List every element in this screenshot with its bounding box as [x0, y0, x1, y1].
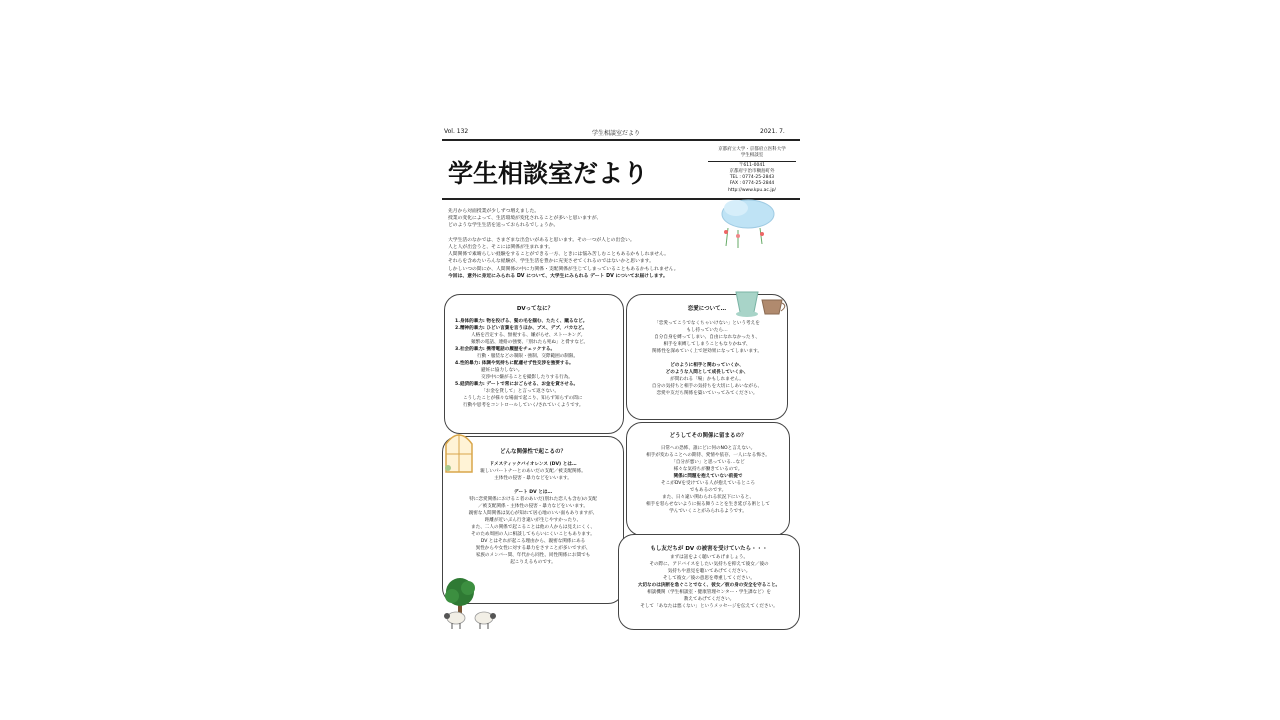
box-why-stay — [626, 422, 790, 536]
sheep-icon — [442, 608, 504, 632]
box-line: 家族のメンバー間、年代から同性、同性関係にお間でも — [475, 553, 591, 558]
box-line: 主体性の侵害・暴力などをいいます。 — [494, 476, 572, 481]
intro-text — [448, 208, 738, 280]
box-line: こうしたことが様々な場面で起こり、知らず知らずの間に — [463, 396, 583, 401]
window-arch-icon — [442, 428, 476, 474]
box-line: ／被支配関係・主体性の侵害・暴力などをいいます。 — [478, 504, 588, 509]
box-line: 相談機関（学生相談室・健康管理センター・学生課など）を — [647, 590, 771, 595]
box-line: どのような人間として成長していくか、 — [665, 370, 749, 375]
box-line: が問われる「場」かもしれません。 — [670, 377, 744, 382]
box-title: DVってなに？ — [516, 306, 554, 312]
box-line: 「恋愛ってこうでなくちゃいけない」という考えを — [654, 321, 760, 326]
office-line: 京都府立大学・京都府立医科大学 — [718, 147, 786, 152]
intro-line: 授業の変化によって、生活環境が変化されることが多いと思いますが、 — [448, 216, 602, 222]
top-rule — [442, 139, 800, 141]
intro-line — [448, 230, 738, 237]
box-line: 起こりえるものです。 — [510, 560, 556, 565]
box-line: 頻繁の電話、連絡の強要、「別れたら死ぬ」と脅すなど。 — [471, 340, 589, 345]
office-line: 学生相談室 — [740, 153, 764, 159]
box-line: そのため周囲の人に相談してもらいにくいこともあります。 — [471, 532, 595, 537]
box-line: 学んでいくことがみられるようです。 — [669, 509, 747, 514]
box-line — [449, 482, 617, 489]
box-line: 行動・服装などの制限・強制、交際範囲の制限。 — [477, 354, 579, 359]
box-line: 親密な人間関係は気心が知れて居心地のいい面もありますが、 — [468, 511, 598, 516]
intro-line: 今回は、意外に身近にみられる DV について、大学生にみられる デート DV についてお届けします。 — [448, 273, 668, 279]
newsletter-page — [440, 124, 802, 632]
office-line: TEL : 0774-25-2843 — [729, 175, 775, 181]
intro-line: しかしいつの間にか、人間関係の中に力関係・支配関係が生じてしまっていることもあるかもしれません。 — [448, 266, 679, 272]
box-title: どうしてその関係に留まるの？ — [669, 433, 747, 439]
box-line: そして彼女／彼の意思を尊重してください。 — [663, 576, 755, 581]
box-line: 2.精神的暴力: ひどい言葉を言うほか、ブス、デブ、バカなど。 — [455, 326, 587, 331]
divider — [708, 161, 796, 162]
box-line: 関係性を深めていく上で逆効果になってしまいます。 — [652, 349, 762, 354]
box-line: でもあるのです。 — [689, 488, 727, 493]
box-title: もし友だちが DV の被害を受けていたら・・・ — [650, 546, 768, 552]
box-line: 特に恋愛関係におけるこ者のあいだ(別れた恋人も含む)の支配 — [469, 497, 597, 502]
box-line: もし持っていたら… — [686, 328, 728, 333]
box-line: 関係に問題を抱えていない前提で — [673, 474, 743, 479]
header-name: 学生相談室だより — [592, 130, 641, 137]
intro-line: 人間関係で素晴らしい経験をすることができる一方、ときには悩み苦しむこともあるかもしれません。 — [448, 252, 669, 258]
office-info — [706, 147, 798, 194]
intro-line: 人と人が出会うと、そこには関係が生まれます。 — [448, 245, 554, 251]
box-line: 異性からや女性に対する暴力をさすことが多いですが、 — [475, 546, 591, 551]
issue-date: 2021. 7. — [760, 128, 785, 135]
box-title: 恋愛について… — [687, 306, 727, 312]
box-line: 「自分が悪い」と思っている…など — [671, 460, 745, 465]
box-line: 相手が変わることへの期待、愛情や依存、一人になる怖さ。 — [646, 453, 770, 458]
box-line: 日常への恐怖、誰にどに何のNOと言えない。 — [660, 446, 756, 451]
intro-line: 大学生活のなかでは、さまざまな出会いがあると思います。その一つが人との出会い。 — [448, 237, 635, 243]
box-what-is-dv — [444, 294, 624, 434]
box-line: どのように相手と関わっていくか、 — [670, 363, 744, 368]
page-title: 学生相談室だより — [448, 159, 649, 188]
box-line: 大切なのは決断を急ぐことでなく、彼女／彼の身の安全を守ること。 — [637, 583, 781, 588]
volume-label: Vol. 132 — [444, 128, 469, 135]
office-line: FAX : 0774-25-2844 — [729, 181, 775, 187]
box-line: 相手を怒らせないように振る舞うことを生き延びる術として — [646, 502, 770, 507]
box-line: 気持ちや意見を聴いてあげてください。 — [667, 569, 751, 574]
box-line: 3.社会的暴力: 携帯電話の履歴をチェックする。 — [455, 347, 556, 352]
box-line: 5.経済的暴力: デートで常におごらせる、お金を貸させる。 — [455, 382, 579, 387]
box-line: 親しいパートナーとのあいだの支配／被支配関係。 — [480, 469, 586, 474]
box-line: 自分の気持ちと相手の気持ちを大切にしあいながら、 — [651, 384, 763, 389]
box-line: 自分自身を縛ってしまい、自由になれなかったり、 — [654, 335, 760, 340]
box-line: 行動や思考をコントロールしていく/されていくようです。 — [463, 403, 584, 408]
box-line: 4.性的暴力: 体調や気持ちに配慮せず性交渉を強要する。 — [455, 361, 574, 366]
box-line: 教えてあげてください。 — [683, 597, 735, 602]
box-if-friend — [618, 534, 800, 630]
box-line: そして「あなたは悪くない」というメッセージを伝えてください。 — [640, 604, 778, 609]
box-line: ドメスティックバイオレンス (DV) とは… — [489, 462, 577, 467]
box-line: 「お金を貸して」と言って返さない。 — [481, 389, 560, 394]
box-line: 1.身体的暴力: 物を投げる、髪の毛を掴む、たたく、蹴るなど。 — [455, 319, 588, 324]
teacup-icon — [732, 286, 788, 320]
intro-line: それらを含めたいろんな経験が、学生生活を豊かに充実させてくれるのではないかと思います。 — [448, 259, 654, 265]
box-line: まずは話をよく聴いてあげましょう。 — [669, 555, 749, 560]
office-line: 〒611-0041 — [738, 162, 766, 168]
box-line: 恋愛や友だち関係を築いていってみてください。 — [656, 391, 758, 396]
intro-line: 先月から対面授業が少しずつ増えました。 — [448, 209, 540, 214]
box-line: 様々な気持ちが働きているので。 — [673, 467, 743, 472]
box-line: デート DV とは… — [513, 490, 553, 495]
box-line: DV とはそれが起こる理由から、親密な関係にある — [480, 539, 586, 544]
office-line: http://www.kpu.ac.jp/ — [728, 187, 776, 193]
box-line: 人格を否定する、無視する、嫌がらせ、ストーキング。 — [471, 333, 586, 338]
box-line: 避妊に協力しない。 — [481, 368, 523, 373]
box-line: また、二人の関係で起こることは他の人からは見えにくく、 — [471, 525, 595, 530]
box-line: そこがDVを受けている人が抱えているところ — [661, 481, 755, 486]
box-line — [633, 355, 781, 362]
box-line: 距離が近いぶん行き違いが生じやすかったり、 — [484, 518, 582, 523]
box-line: 交渉中に嫌がることを撮影したりする行為。 — [481, 375, 573, 380]
box-line: また、日々違い関わられる状況下にいると、 — [662, 495, 754, 500]
intro-line: どのような学生生活を送っておられるでしょうか。 — [448, 223, 559, 229]
box-line: 相手を束縛してしまうこともなりかねず、 — [663, 342, 751, 347]
box-title: どんな関係性で起こるの？ — [499, 449, 566, 455]
office-line: 京都府宇治市槇島町外 — [729, 168, 775, 174]
box-line: その際に、アドバイスをしたい気持ちを抑えて彼女／彼の — [649, 562, 769, 567]
